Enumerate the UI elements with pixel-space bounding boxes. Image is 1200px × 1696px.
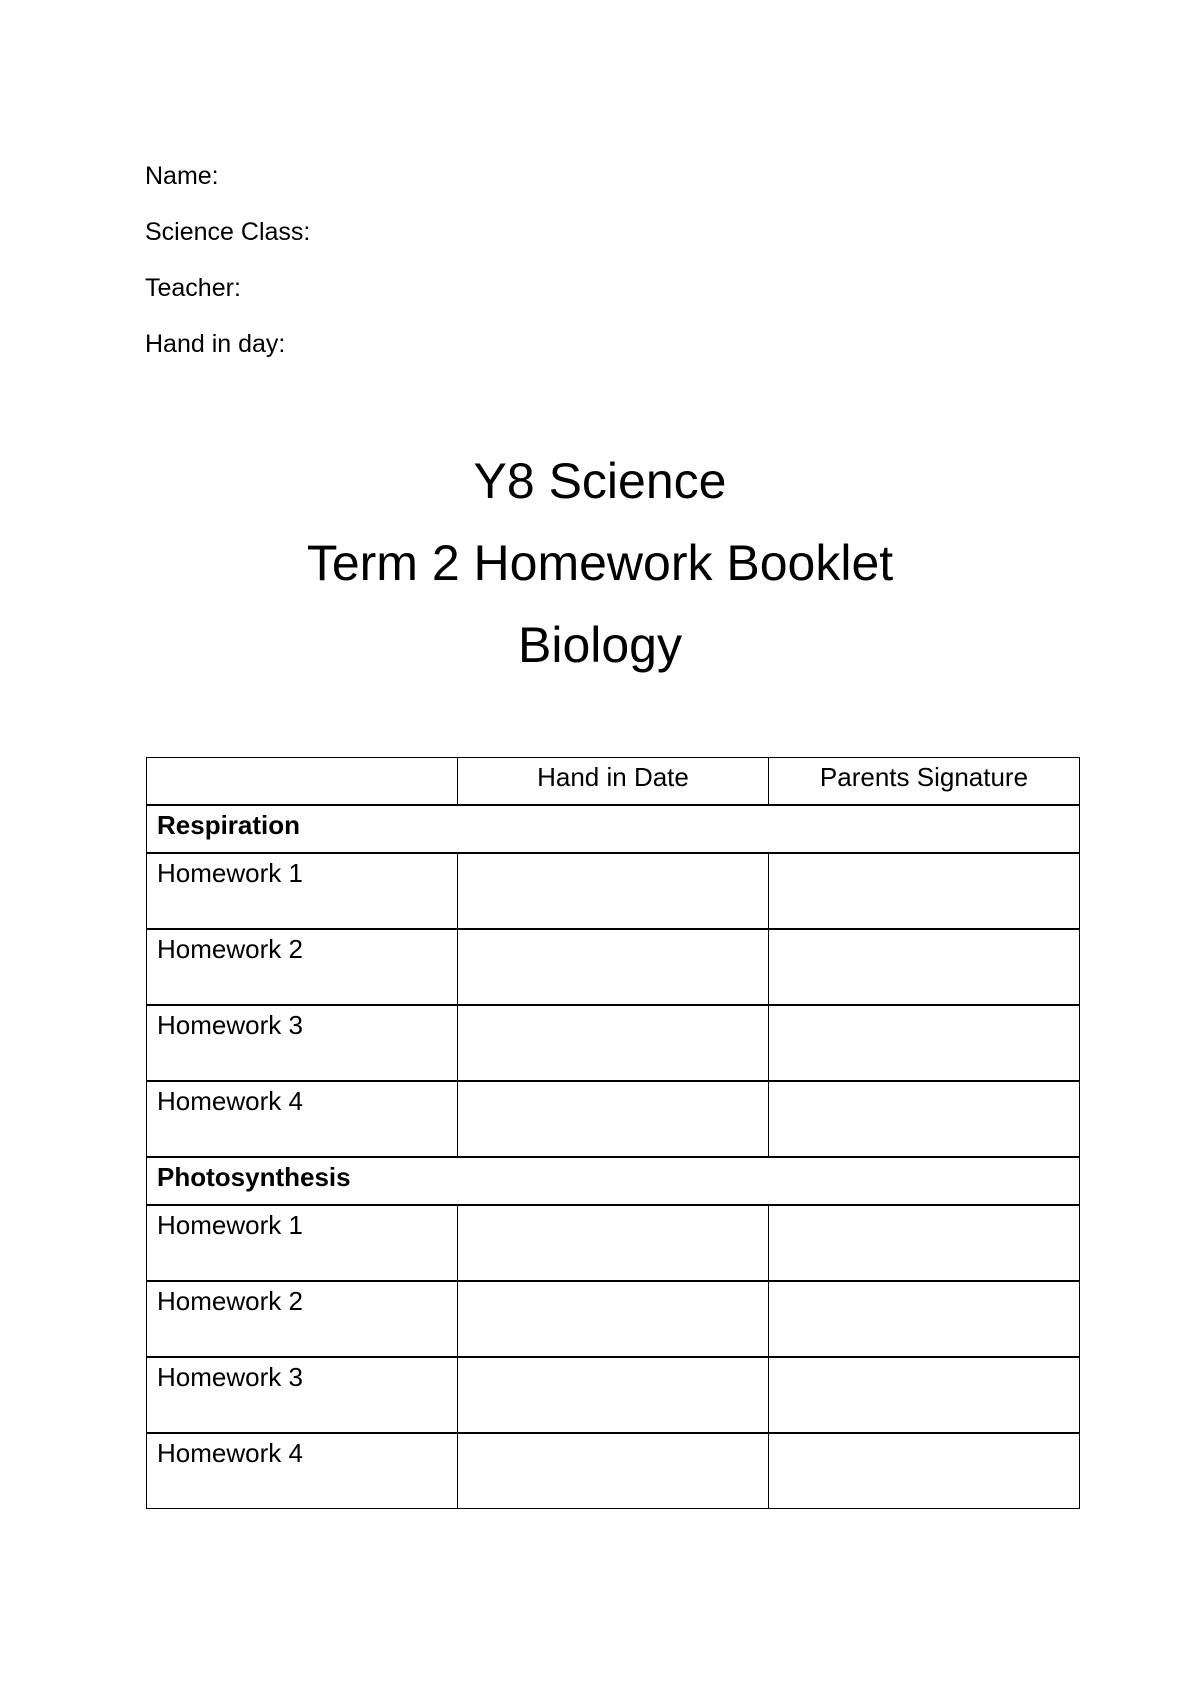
parents-signature-cell[interactable] <box>769 1433 1080 1509</box>
parents-signature-cell[interactable] <box>769 1081 1080 1157</box>
booklet-title <box>0 440 1200 686</box>
header-cell-parents-signature: Parents Signature <box>769 758 1080 806</box>
homework-label: Homework 1 <box>147 1205 458 1281</box>
parents-signature-cell[interactable] <box>769 1281 1080 1357</box>
hand-in-day-field-label: Hand in day: <box>145 330 286 358</box>
table-row <box>147 1433 1080 1509</box>
homework-label: Homework 2 <box>147 929 458 1005</box>
parents-signature-cell[interactable] <box>769 929 1080 1005</box>
table-row <box>147 1205 1080 1281</box>
table-row <box>147 1357 1080 1433</box>
table-header-row <box>147 758 1080 806</box>
homework-label: Homework 2 <box>147 1281 458 1357</box>
homework-tracking-table <box>146 757 1080 1509</box>
hand-in-date-cell[interactable] <box>458 1205 769 1281</box>
hand-in-date-cell[interactable] <box>458 1281 769 1357</box>
hand-in-date-cell[interactable] <box>458 853 769 929</box>
section-row-respiration <box>147 805 1080 853</box>
parents-signature-cell[interactable] <box>769 1005 1080 1081</box>
hand-in-date-cell[interactable] <box>458 1433 769 1509</box>
table-row <box>147 1081 1080 1157</box>
hand-in-date-cell[interactable] <box>458 1081 769 1157</box>
table-row <box>147 853 1080 929</box>
header-cell-hand-in-date: Hand in Date <box>458 758 769 806</box>
homework-label: Homework 1 <box>147 853 458 929</box>
title-line-subject: Biology <box>518 617 682 673</box>
section-row-photosynthesis <box>147 1157 1080 1205</box>
student-info-fields <box>145 148 310 372</box>
science-class-field-label: Science Class: <box>145 218 311 246</box>
name-field-label: Name: <box>145 162 219 190</box>
homework-label: Homework 4 <box>147 1081 458 1157</box>
section-title: Respiration <box>147 805 1080 853</box>
parents-signature-cell[interactable] <box>769 1357 1080 1433</box>
title-line-booklet: Term 2 Homework Booklet <box>306 535 894 591</box>
table-row <box>147 1005 1080 1081</box>
table-row <box>147 929 1080 1005</box>
section-title: Photosynthesis <box>147 1157 1080 1205</box>
teacher-field-label: Teacher: <box>145 274 241 302</box>
hand-in-date-cell[interactable] <box>458 1005 769 1081</box>
header-cell-blank <box>147 758 458 806</box>
homework-label: Homework 3 <box>147 1005 458 1081</box>
homework-label: Homework 3 <box>147 1357 458 1433</box>
parents-signature-cell[interactable] <box>769 1205 1080 1281</box>
table-row <box>147 1281 1080 1357</box>
title-line-course: Y8 Science <box>473 453 727 509</box>
hand-in-date-cell[interactable] <box>458 1357 769 1433</box>
parents-signature-cell[interactable] <box>769 853 1080 929</box>
homework-label: Homework 4 <box>147 1433 458 1509</box>
hand-in-date-cell[interactable] <box>458 929 769 1005</box>
